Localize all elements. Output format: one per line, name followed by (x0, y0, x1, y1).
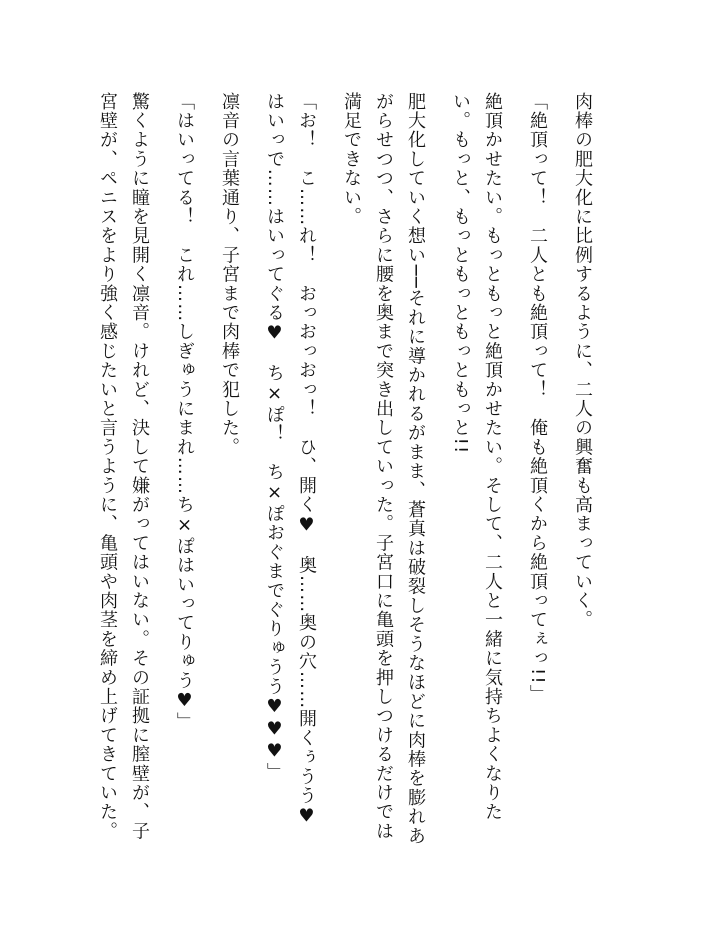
paragraph: 肥大化していく想い──それに導かれるがまま、蒼真は破裂しそうなほどに肉棒を膨れあがらせつつ、さらに腰を奥まで突き出していった。子宮口に亀頭を押しつけるだけでは満足できない。 (341, 92, 426, 846)
paragraph: 「お！ こ……れ！ おっおっおっ！ ひ、開く♥ 奥……奥の穴……開くぅうう♥ はいっで……はいってぐる♥ ち×ぽ！ ち×ぽおぐまでぐりゅうう♥♥♥」 (264, 92, 317, 847)
paragraph: 「はいってる！ これ……しぎゅうにまれ……ち×ぽはいってりゅう♥」 (174, 92, 195, 732)
paragraph: 絶頂かせたい。もっともっと絶頂かせたい。そして、二人と一緒に気持ちよくなりたい。もっと、もっともっともっともっと!! (450, 92, 503, 822)
paragraph: 驚くように瞳を見開く凛音。けれど、決して嫌がってはいない。その証拠に膣壁が、子宮壁が、ペニスをより強く感じたいと言うように、亀頭や肉茎を締め上げてきていた。 (97, 92, 150, 841)
vertical-text-body (91, 92, 598, 852)
paragraph: 凛音の言葉通り、子宮まで肉棒で犯した。 (219, 92, 240, 457)
paragraph: 肉棒の肥大化に比例するように、二人の興奮も高まっていく。 (572, 92, 593, 630)
paragraph: 「絶頂って！ 二人とも絶頂って！ 俺も絶頂くから絶頂ってぇっ!!」 (527, 92, 548, 705)
